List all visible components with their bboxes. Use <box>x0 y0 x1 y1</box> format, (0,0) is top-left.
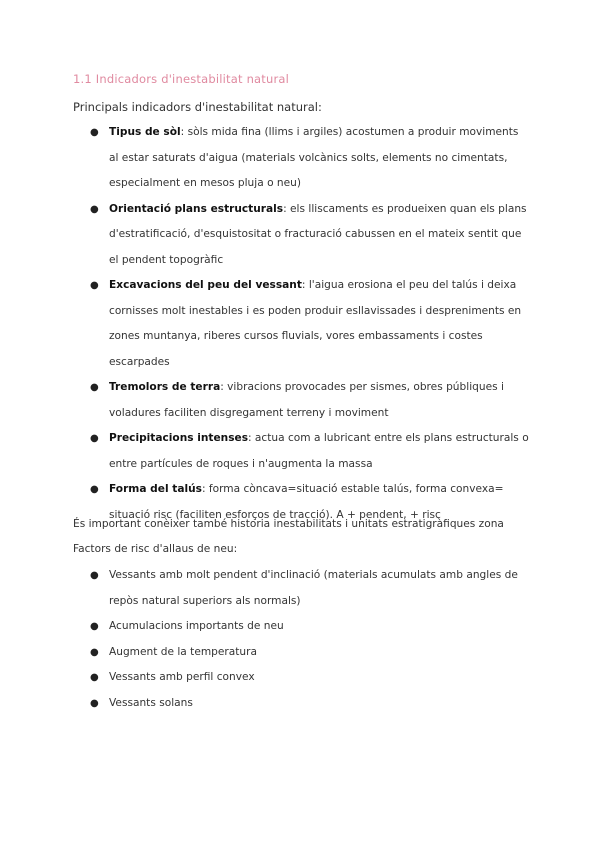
list-item <box>90 563 530 614</box>
bullet-icon: ● <box>90 672 99 683</box>
indicator-text: : l'aigua erosiona el peu del talús i deixa cornisses molt inestables i es poden produir esllavissades i despreniments en zones muntanya, riberes cursos fluvials, vores embassaments i costes escarpades <box>109 279 522 368</box>
list-item <box>90 614 530 640</box>
list-item <box>90 197 530 274</box>
indicator-term: Excavacions del peu del vessant <box>109 279 302 291</box>
bullet-icon: ● <box>90 621 99 632</box>
avalanche-factors-list <box>90 563 530 716</box>
bullet-icon: ● <box>90 127 99 138</box>
avalanche-heading: Factors de risc d'allaus de neu: <box>73 543 238 555</box>
note-paragraph: És important conèixer també historia inestabilitats i unitats estratigràfiques zona <box>73 518 504 530</box>
intro-text: Principals indicadors d'inestabilitat natural: <box>73 100 322 114</box>
indicator-text: : sòls mida fina (llims i argiles) acostumen a produir moviments al estar saturats d'aigua (materials volcànics solts, elements no cimentats, especialment en mesos pluja o neu) <box>109 126 519 189</box>
bullet-icon: ● <box>90 484 99 495</box>
indicators-list <box>90 120 530 528</box>
list-item <box>90 375 530 426</box>
bullet-icon: ● <box>90 280 99 291</box>
factor-text: Vessants amb molt pendent d'inclinació (materials acumulats amb angles de repòs natural superiors als normals) <box>109 569 518 607</box>
factor-text: Vessants solans <box>109 696 193 709</box>
indicator-text: : vibracions provocades per sismes, obres públiques i voladures faciliten disgregament terreny i moviment <box>109 381 504 419</box>
bullet-icon: ● <box>90 433 99 444</box>
bullet-icon: ● <box>90 697 99 709</box>
list-item <box>90 120 530 197</box>
bullet-icon: ● <box>90 382 99 393</box>
factor-text: Augment de la temperatura <box>109 645 257 658</box>
indicator-text: : els lliscaments es produeixen quan els plans d'estratificació, d'esquistositat o fracturació cabussen en el mateix sentit que el pendent topogràfic <box>109 202 527 266</box>
indicator-term: Precipitacions intenses <box>109 432 248 444</box>
indicator-term: Tremolors de terra <box>109 381 221 393</box>
bullet-icon: ● <box>90 646 99 658</box>
indicator-term: Forma del talús <box>109 483 202 495</box>
list-item <box>90 426 530 477</box>
factor-text: Acumulacions importants de neu <box>109 620 284 632</box>
section-title: 1.1 Indicadors d'inestabilitat natural <box>73 72 290 86</box>
list-item <box>90 691 530 717</box>
list-item <box>90 665 530 691</box>
indicator-term: Tipus de sòl <box>109 126 181 138</box>
factor-text: Vessants amb perfil convex <box>109 671 255 683</box>
list-item <box>90 273 530 375</box>
indicator-text: : actua com a lubricant entre els plans estructurals o entre partícules de roques i n'augmenta la massa <box>109 432 529 470</box>
bullet-icon: ● <box>90 570 99 581</box>
indicator-text: : forma còncava=situació estable talús, forma convexa= situació risc (faciliten esforços de tracció). A + pendent, + risc <box>109 483 504 521</box>
list-item <box>90 640 530 666</box>
indicator-term: Orientació plans estructurals <box>109 202 284 215</box>
bullet-icon: ● <box>90 203 99 215</box>
